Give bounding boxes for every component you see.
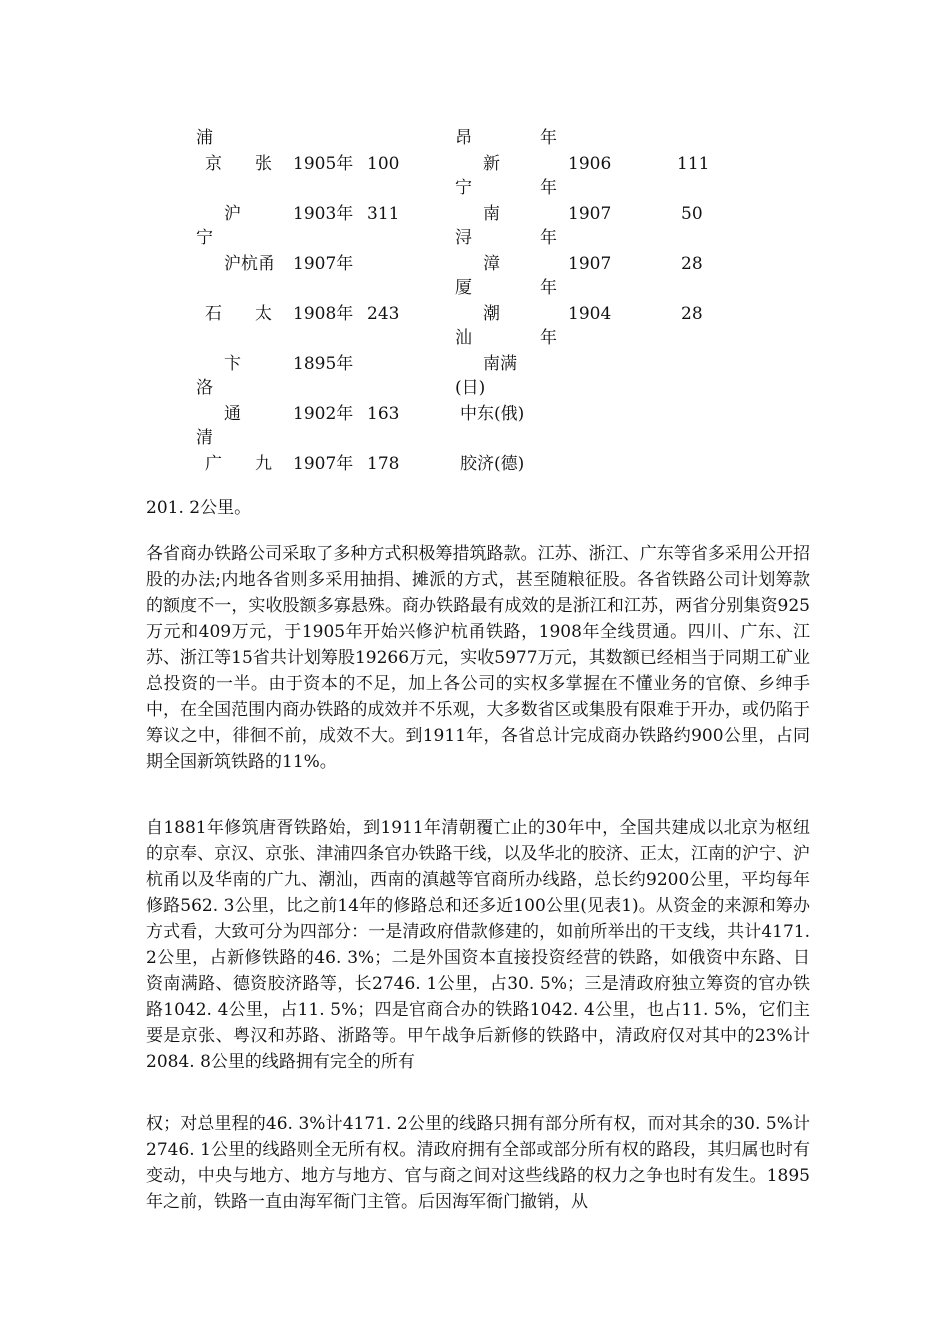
table-cell: 沪 [224, 204, 241, 224]
table-cell: 通 [224, 404, 241, 424]
table-cell: 清 [196, 428, 213, 448]
table-cell: 1903年 [293, 204, 354, 224]
table-cell: 京 [205, 154, 222, 174]
table-cell: 1907 [568, 254, 612, 274]
body-paragraph: 自1881年修筑唐胥铁路始，到1911年清朝覆亡止的30年中，全国共建成以北京为枢纽的京奉、京汉、京张、津浦四条官办铁路干线，以及华北的胶济、正太，江南的沪宁、沪杭甬以及华南的广九、潮汕，西南的滇越等官商所办线路，总长约9200公里，平均每年修路562. 3公里，比之前14年的修路总和还多近100公里(见表1)。从资金的来源和筹办方式看，大致可分为四部分：一是清政府借款修建的，如前所举出的干支线，共计4171. 2公里，占新修铁路的46. 3%；二是外国资本直接投资经营的铁路，如俄资中东路、日资南满路、德资胶济路等，长2746. 1公里，占30. 5%；三是清政府独立筹资的官办铁路1042. 4公里，占11. 5%；四是官商合办的铁路1042. 4公里，也占11. 5%，它们主要是京张、粤汉和苏路、浙路等。甲午战争后新修的铁路中，清政府仅对其中的23%计2084. 8公里的线路拥有完全的所有 [146, 818, 810, 1072]
table-cell: 太 [255, 304, 272, 324]
table-cell: 卞 [224, 354, 241, 374]
table-cell: 胶济(德) [460, 454, 525, 474]
table-note: 201. 2公里。 [146, 498, 252, 518]
table-cell: 中东(俄) [460, 404, 525, 424]
table-cell: 南满 [483, 354, 517, 374]
table-cell: 浔 [455, 228, 472, 248]
table-cell: 年 [540, 328, 557, 348]
table-cell: 28 [681, 304, 703, 324]
table-cell: 1907年 [293, 254, 354, 274]
table-cell: 厦 [455, 278, 472, 298]
table-cell: 浦 [196, 128, 213, 148]
table-cell: 年 [540, 278, 557, 298]
table-cell: 243 [367, 304, 400, 324]
table-cell: 汕 [455, 328, 472, 348]
table-cell: 宁 [196, 228, 213, 248]
table-cell: 163 [367, 404, 400, 424]
table-cell: 1907年 [293, 454, 354, 474]
table-cell: 28 [681, 254, 703, 274]
table-cell: 1895年 [293, 354, 354, 374]
table-cell: 1907 [568, 204, 612, 224]
table-cell: 311 [367, 204, 400, 224]
table-cell: 南 [483, 204, 500, 224]
table-cell: 1905年 [293, 154, 354, 174]
table-cell: 1902年 [293, 404, 354, 424]
table-cell: 年 [540, 178, 557, 198]
table-cell: 1908年 [293, 304, 354, 324]
table-cell: 漳 [483, 254, 500, 274]
table-cell: 九 [255, 454, 272, 474]
table-cell: 1906 [568, 154, 612, 174]
table-cell: 1904 [568, 304, 612, 324]
table-cell: 178 [367, 454, 400, 474]
body-paragraph: 各省商办铁路公司采取了多种方式积极筹措筑路款。江苏、浙江、广东等省多采用公开招股的办法;内地各省则多采用抽捐、摊派的方式，甚至随粮征股。各省铁路公司计划筹款的额度不一，实收股额多寡悬殊。商办铁路最有成效的是浙江和江苏，两省分别集资925万元和409万元，于1905年开始兴修沪杭甬铁路，1908年全线贯通。四川、广东、江苏、浙江等15省共计划筹股19266万元，实收5977万元，其数额已经相当于同期工矿业总投资的一半。由于资本的不足，加上各公司的实权多掌握在不懂业务的官僚、乡绅手中，在全国范围内商办铁路的成效并不乐观，大多数省区或集股有限难于开办，或仍陷于筹议之中，徘徊不前，成效不大。到1911年，各省总计完成商办铁路约900公里，占同期全国新筑铁路的11%。 [146, 544, 810, 772]
table-cell: 50 [681, 204, 703, 224]
table-cell: 石 [205, 304, 222, 324]
table-cell: 年 [540, 128, 557, 148]
table-cell: 100 [367, 154, 400, 174]
table-cell: (日) [455, 378, 486, 398]
table-cell: 沪杭甬 [224, 254, 275, 274]
table-cell: 昂 [455, 128, 472, 148]
table-cell: 广 [205, 454, 222, 474]
table-cell: 宁 [455, 178, 472, 198]
table-cell: 111 [677, 154, 710, 174]
table-cell: 潮 [483, 304, 500, 324]
body-paragraph: 权；对总里程的46. 3%计4171. 2公里的线路只拥有部分所有权，而对其余的30. 5%计2746. 1公里的线路则全无所有权。清政府拥有全部或部分所有权的路段，其归属也时有变动，中央与地方、地方与地方、官与商之间对这些线路的权力之争也时有发生。1895年之前，铁路一直由海军衙门主管。后因海军衙门撤销，从 [146, 1114, 810, 1212]
table-cell: 洛 [196, 378, 213, 398]
table-cell: 新 [483, 154, 500, 174]
table-cell: 张 [255, 154, 272, 174]
table-cell: 年 [540, 228, 557, 248]
